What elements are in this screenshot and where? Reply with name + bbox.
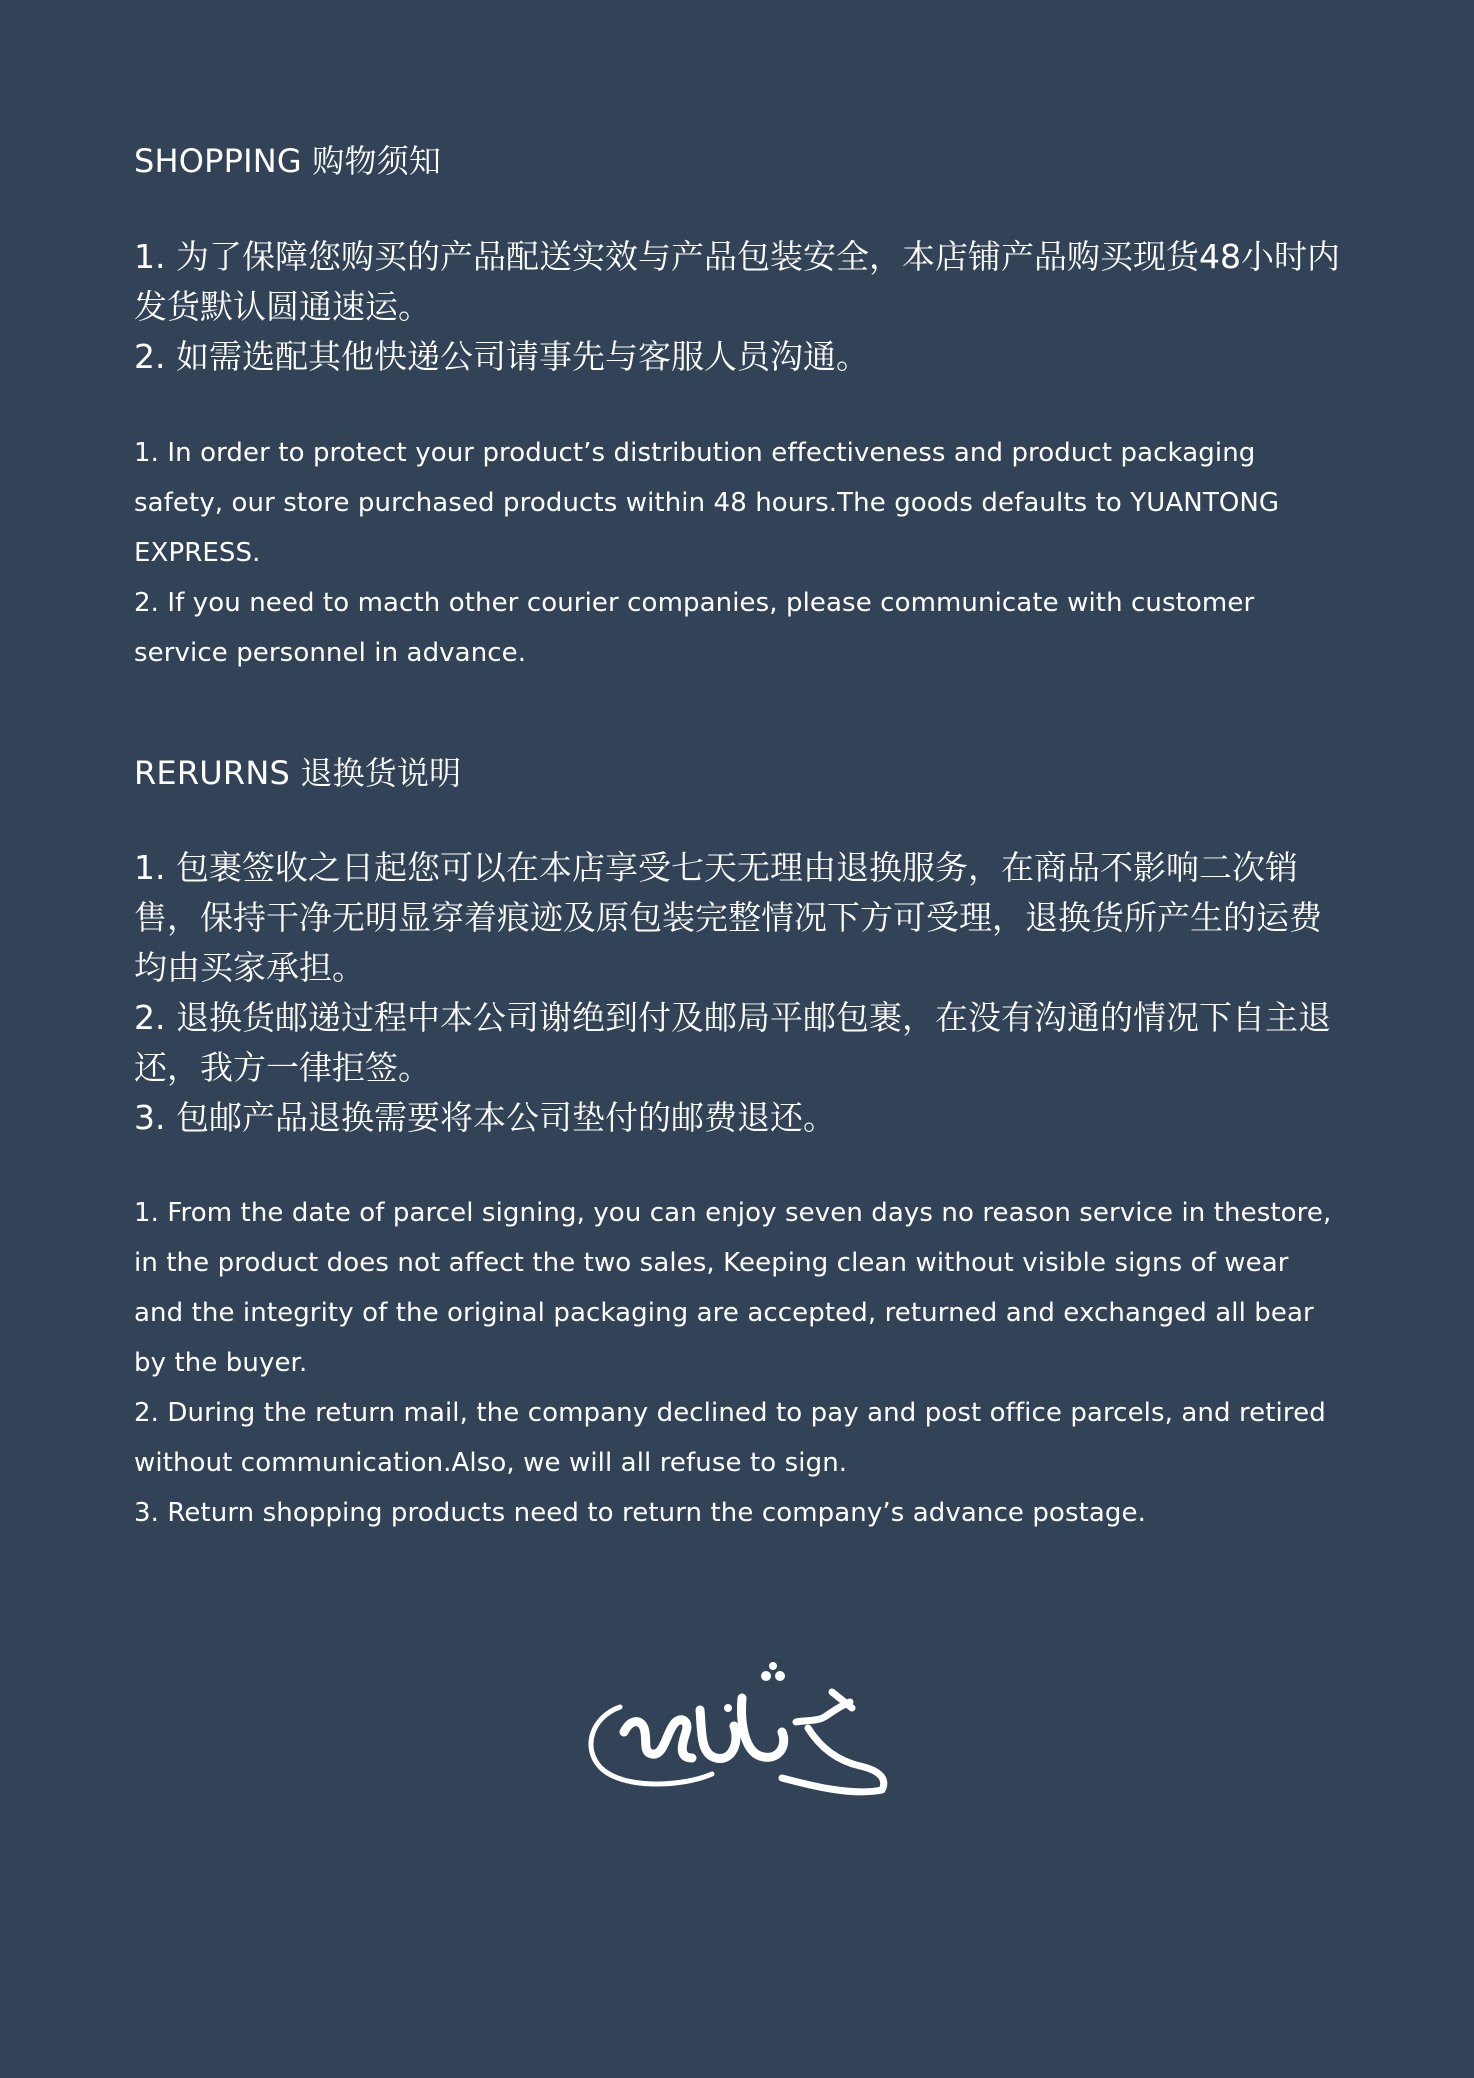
returns-cn-notes: [134, 843, 1344, 1143]
returns-title: RERURNS 退换货说明: [134, 754, 462, 792]
returns-cn-item-3: 3. 包邮产品退换需要将本公司垫付的邮费退还。: [134, 1098, 836, 1137]
shopping-cn-item-1: 1. 为了保障您购买的产品配送实效与产品包装安全，本店铺产品购买现货48小时内发货默认圆通速运。: [134, 237, 1340, 326]
shopping-en-notes: [134, 428, 1344, 678]
returns-en-item-1: 1. From the date of parcel signing, you can enjoy seven days no reason service in thestore, in the product does not affect the two sales, Keeping clean without visible signs of wear and the integrity of the original packaging are accepted, returned and exchanged all bear by the buyer.: [134, 1198, 1332, 1378]
shopping-title: SHOPPING 购物须知: [134, 142, 442, 180]
returns-en-notes: [134, 1188, 1344, 1538]
shopping-cn-item-2: 2. 如需选配其他快递公司请事先与客服人员沟通。: [134, 337, 869, 376]
returns-cn-item-2: 2. 退换货邮递过程中本公司谢绝到付及邮局平邮包裹，在没有沟通的情况下自主退还，我方一律拒签。: [134, 998, 1331, 1087]
returns-en-item-3: 3. Return shopping products need to return the company’s advance postage.: [134, 1498, 1146, 1528]
returns-cn-item-1: 1. 包裹签收之日起您可以在本店享受七天无理由退换服务，在商品不影响二次销售，保持干净无明显穿着痕迹及原包装完整情况下方可受理，退换货所产生的运费均由买家承担。: [134, 848, 1322, 987]
calligraphy-logo-icon: [582, 1662, 892, 1802]
returns-en-item-2: 2. During the return mail, the company declined to pay and post office parcels, and retired without communication.Also, we will all refuse to sign.: [134, 1398, 1326, 1478]
shopping-cn-notes: [134, 232, 1344, 382]
shopping-en-item-2: 2. If you need to macth other courier companies, please communicate with customer service personnel in advance.: [134, 588, 1255, 668]
shopping-en-item-1: 1. In order to protect your product’s distribution effectiveness and product packaging safety, our store purchased products within 48 hours.The goods defaults to YUANTONG EXPRESS.: [134, 438, 1280, 568]
